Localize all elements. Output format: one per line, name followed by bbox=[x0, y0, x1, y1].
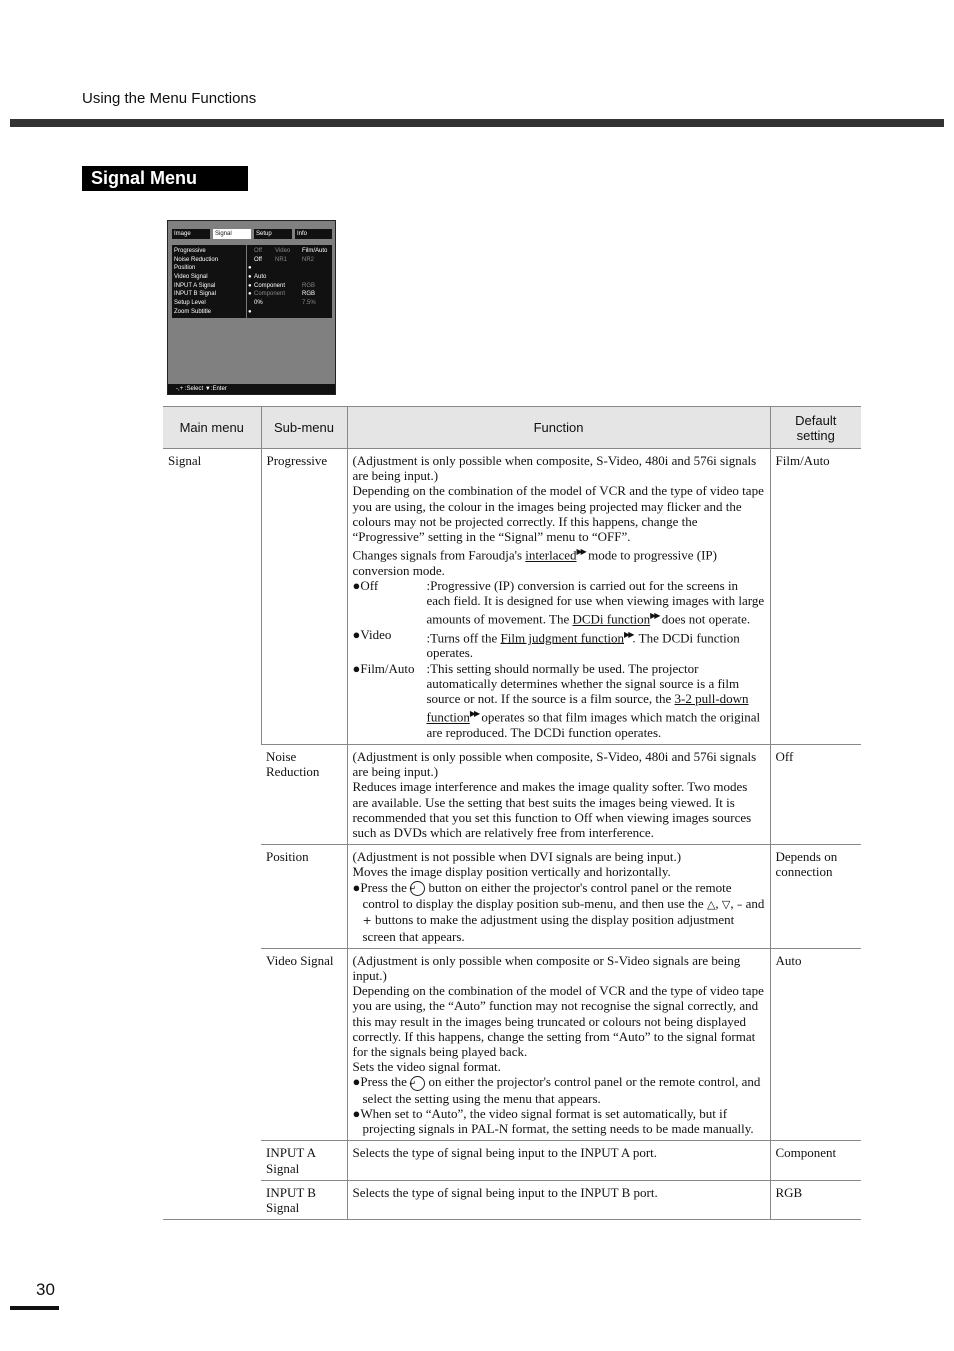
glossary-arrow-icon: ▶▶ bbox=[650, 611, 659, 621]
osd-item-list bbox=[174, 247, 246, 317]
osd-option: Video bbox=[275, 248, 291, 254]
option-video: ●Video :Turns off the Film judgment function▶▶. The DCDi function operates. bbox=[352, 626, 740, 661]
osd-option-selected: 0% bbox=[254, 300, 263, 307]
sub-menu-cell: INPUT B Signal bbox=[261, 1180, 347, 1219]
down-triangle-icon: ▽ bbox=[721, 898, 731, 912]
header-rule bbox=[10, 119, 944, 127]
header-default: Default setting bbox=[770, 407, 861, 449]
function-bullet: ●Press the ↵ on either the projector's control panel or the remote control, and select the setting using the menu that appears. bbox=[352, 1074, 761, 1106]
up-triangle-icon: △ bbox=[706, 898, 716, 912]
table-header-row bbox=[163, 407, 861, 449]
function-text: Depending on the combination of the model of VCR and the type of video tape you are using, the “Auto” function may not recognise the signal correctly, and this may result in the images being truncated or colours not being displayed correctly. If this happens, change the setting from “Auto” to the signal format for the signals being played back. bbox=[352, 983, 764, 1059]
osd-options bbox=[250, 247, 332, 317]
osd-item: INPUT B Signal bbox=[174, 291, 216, 298]
function-cell: Selects the type of signal being input to the INPUT B port. bbox=[347, 1180, 770, 1219]
glossary-link[interactable]: Film judgment function bbox=[500, 630, 625, 646]
osd-tab-image: Image bbox=[172, 229, 210, 239]
page-number-rule bbox=[10, 1306, 59, 1310]
option-off: ●Off :Progressive (IP) conversion is carried out for the screens in each field. It is designed for use when viewing images with large amounts of movement. The DCDi function▶▶ does not operate. bbox=[352, 577, 765, 627]
glossary-link[interactable]: 3-2 pull-down function bbox=[426, 691, 749, 725]
running-header: Using the Menu Functions bbox=[82, 90, 257, 107]
osd-item: Progressive bbox=[174, 248, 206, 254]
function-cell bbox=[347, 449, 770, 745]
function-cell bbox=[347, 948, 770, 1141]
signal-menu-table bbox=[163, 406, 861, 1220]
header-main-menu: Main menu bbox=[163, 407, 261, 449]
function-text: Changes signals from Faroudja's interlaced▶▶ mode to progressive (IP) conversion mode. bbox=[352, 547, 717, 578]
osd-item: Noise Reduction bbox=[174, 256, 219, 263]
header-function: Function bbox=[347, 407, 770, 449]
glossary-arrow-icon: ▶▶ bbox=[624, 629, 633, 639]
main-menu-cell bbox=[163, 449, 261, 1220]
table-row bbox=[163, 449, 861, 745]
page-number: 30 bbox=[36, 1280, 55, 1299]
osd-tab-setup: Setup bbox=[254, 229, 292, 239]
osd-item: Zoom Subtitle bbox=[174, 308, 212, 315]
table-row bbox=[163, 744, 861, 844]
osd-divider bbox=[246, 245, 247, 318]
osd-panel bbox=[172, 245, 332, 318]
osd-option-selected: RGB bbox=[302, 291, 316, 298]
osd-tabs bbox=[172, 229, 332, 239]
function-text: (Adjustment is only possible when composite, S-Video, 480i and 576i signals are being input.) bbox=[352, 453, 757, 484]
osd-tab-info: Info bbox=[295, 229, 332, 239]
glossary-arrow-icon: ▶▶ bbox=[576, 547, 585, 557]
function-text: Sets the video signal format. bbox=[352, 1059, 501, 1075]
sub-menu-cell: Noise Reduction bbox=[261, 744, 347, 844]
header-sub-menu: Sub-menu bbox=[261, 407, 347, 449]
osd-option: Auto bbox=[254, 274, 267, 281]
osd-item: Position bbox=[174, 265, 196, 272]
function-text: Moves the image display position vertically and horizontally. bbox=[352, 864, 671, 880]
section-title: Signal Menu bbox=[82, 166, 248, 191]
default-cell: RGB bbox=[770, 1180, 861, 1219]
table-row bbox=[163, 1180, 861, 1219]
sub-menu-cell: Position bbox=[261, 845, 347, 949]
enter-button-icon: ↵ bbox=[410, 881, 425, 896]
osd-item: Setup Level bbox=[174, 300, 206, 307]
osd-option: Component bbox=[254, 291, 286, 298]
function-cell: Selects the type of signal being input to the INPUT A port. bbox=[347, 1141, 770, 1180]
glossary-link[interactable]: interlaced bbox=[525, 547, 577, 563]
osd-item: Video Signal bbox=[174, 274, 208, 281]
function-text: (Adjustment is only possible when composite, S-Video, 480i and 576i signals are being input.) bbox=[352, 748, 757, 780]
table-row bbox=[163, 1141, 861, 1180]
enter-icon: ● bbox=[248, 308, 252, 315]
osd-option: NR1 bbox=[275, 256, 288, 263]
osd-footer: -,+ :Select ▼:Enter bbox=[168, 384, 335, 394]
plus-icon: + bbox=[362, 914, 372, 928]
osd-option: Off bbox=[254, 248, 262, 254]
glossary-arrow-icon: ▶▶ bbox=[469, 709, 479, 719]
function-cell bbox=[347, 744, 770, 844]
table-row bbox=[163, 948, 861, 1141]
osd-item: INPUT A Signal bbox=[174, 282, 216, 289]
function-cell bbox=[347, 845, 770, 949]
osd-option: RGB bbox=[302, 282, 316, 289]
glossary-link[interactable]: DCDi function bbox=[572, 611, 651, 627]
enter-button-icon: ↵ bbox=[410, 1076, 425, 1091]
enter-icon: ● bbox=[248, 291, 252, 298]
function-text: Reduces image interference and makes the image quality softer. Two modes are available. Use the setting that best suits the images being viewed. It is recommended that you set this function to Off when viewing images sources such as DVDs which are relatively free from interference. bbox=[352, 779, 752, 840]
sub-menu-cell: INPUT A Signal bbox=[261, 1141, 347, 1180]
enter-icon: ● bbox=[248, 274, 252, 281]
osd-option: NR2 bbox=[302, 256, 315, 263]
default-cell: Off bbox=[770, 744, 861, 844]
function-text: (Adjustment is not possible when DVI signals are being input.) bbox=[352, 849, 682, 865]
osd-tab-signal: Signal bbox=[213, 229, 251, 239]
osd-option-selected: Off bbox=[254, 256, 262, 263]
minus-icon: – bbox=[736, 898, 743, 912]
enter-icon: ● bbox=[248, 265, 252, 272]
function-text: (Adjustment is only possible when composite or S-Video signals are being input.) bbox=[352, 952, 741, 983]
table-row bbox=[163, 845, 861, 949]
default-cell: Film/Auto bbox=[770, 449, 861, 745]
main-menu-label: Signal bbox=[168, 453, 202, 468]
function-text: Depending on the combination of the model of VCR and the type of video tape you are using, the colour in the images being projected may flicker and the colours may not be projected correctly. If this happens, change the “Progressive” setting in the “Signal” menu to “OFF”. bbox=[352, 483, 764, 545]
osd-option-selected: Film/Auto bbox=[302, 248, 328, 254]
enter-icon: ● bbox=[248, 282, 252, 289]
option-film-auto: ●Film/Auto :This setting should normally be used. The projector automatically determines whether the signal source is a film source or not. If the source is a film source, the 3-2 pull-down function▶▶ operates so that film images which match the original are reproduced. The DCDi function operates. bbox=[352, 660, 761, 740]
osd-option-selected: Component bbox=[254, 282, 286, 289]
default-cell: Auto bbox=[770, 948, 861, 1141]
default-cell: Component bbox=[770, 1141, 861, 1180]
function-bullet: ●When set to “Auto”, the video signal format is set automatically, but if projecting signals in PAL-N format, the setting needs to be made manually. bbox=[352, 1106, 754, 1137]
sub-menu-cell: Video Signal bbox=[261, 948, 347, 1141]
default-cell: Depends on connection bbox=[770, 845, 861, 949]
sub-menu-cell: Progressive bbox=[261, 449, 347, 745]
function-bullet: ●Press the ↵ button on either the projector's control panel or the remote control to display the display position sub-menu, and then use the △, ▽, – and + buttons to make the adjustment using the display position adjustment screen that appears. bbox=[352, 879, 765, 944]
signal-menu-screenshot bbox=[167, 220, 336, 395]
osd-option: 7.5% bbox=[302, 300, 316, 307]
